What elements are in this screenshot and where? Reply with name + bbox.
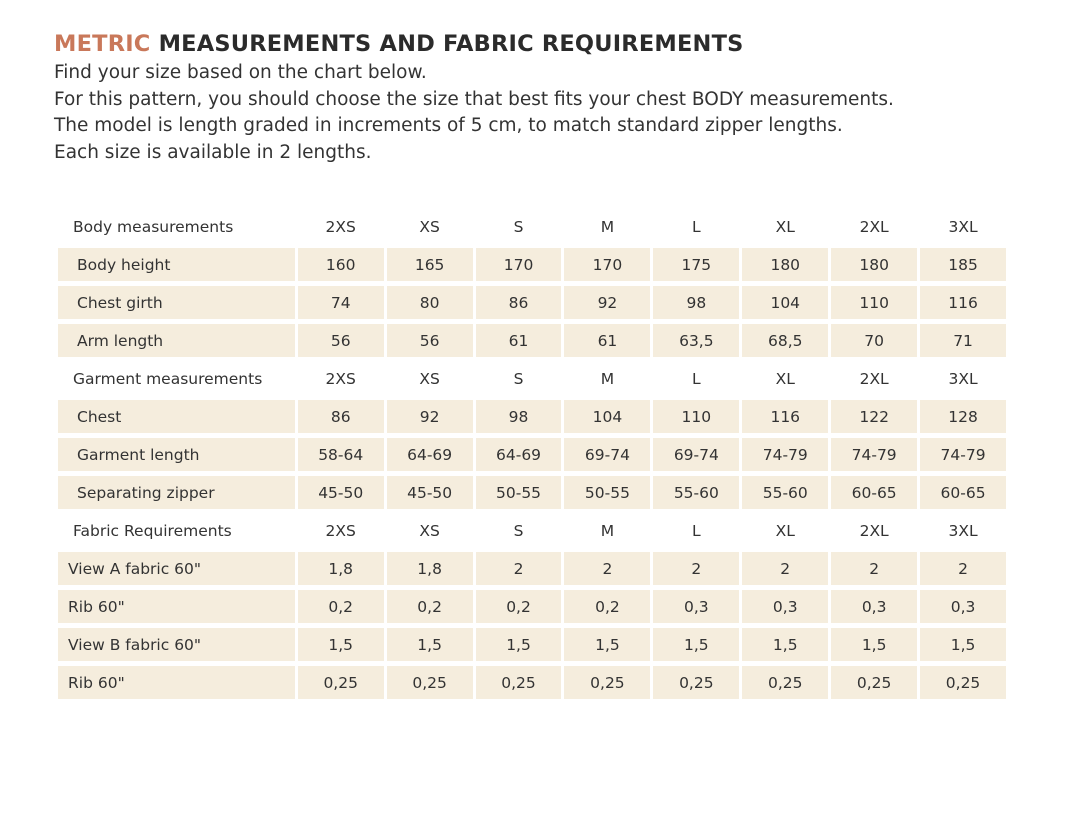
table-cell: 2 <box>920 552 1006 585</box>
size-header: 2XL <box>859 521 889 540</box>
section-header-row <box>58 362 1006 395</box>
table-cell: 0,25 <box>831 666 917 699</box>
table-cell: 116 <box>920 286 1006 319</box>
row-label: Separating zipper <box>58 476 295 509</box>
table-cell: 50-55 <box>476 476 562 509</box>
table-row <box>58 438 1006 471</box>
size-header: S <box>513 369 524 388</box>
table-cell: 0,25 <box>920 666 1006 699</box>
table-row <box>58 324 1006 357</box>
size-header: XL <box>775 217 795 236</box>
table-cell: 2 <box>831 552 917 585</box>
table-cell: 0,3 <box>742 590 828 623</box>
table-cell: 0,25 <box>742 666 828 699</box>
size-header: L <box>692 521 701 540</box>
table-cell: 1,5 <box>387 628 473 661</box>
table-cell: 2 <box>564 552 650 585</box>
table-cell: 60-65 <box>920 476 1006 509</box>
size-header: 2XL <box>859 369 889 388</box>
size-header: 2XL <box>859 217 889 236</box>
size-header: 3XL <box>948 217 978 236</box>
table-cell: 70 <box>831 324 917 357</box>
table-cell: 128 <box>920 400 1006 433</box>
table-cell: 74-79 <box>742 438 828 471</box>
size-header: L <box>692 217 701 236</box>
table-cell: 122 <box>831 400 917 433</box>
size-chart-table <box>58 210 1006 704</box>
table-row <box>58 248 1006 281</box>
table-row <box>58 590 1006 623</box>
intro-line: Find your size based on the chart below. <box>54 62 427 83</box>
table-cell: 58-64 <box>298 438 384 471</box>
table-row <box>58 400 1006 433</box>
table-cell: 61 <box>476 324 562 357</box>
size-header: S <box>513 521 524 540</box>
table-cell: 1,8 <box>387 552 473 585</box>
section-title: Body measurements <box>73 217 234 236</box>
table-row <box>58 628 1006 661</box>
size-header: 2XS <box>325 217 356 236</box>
table-cell: 56 <box>387 324 473 357</box>
table-cell: 64-69 <box>387 438 473 471</box>
table-cell: 60-65 <box>831 476 917 509</box>
size-header: 2XS <box>325 369 356 388</box>
table-cell: 0,25 <box>653 666 739 699</box>
table-cell: 104 <box>564 400 650 433</box>
table-cell: 104 <box>742 286 828 319</box>
table-cell: 69-74 <box>564 438 650 471</box>
table-cell: 92 <box>387 400 473 433</box>
table-cell: 1,5 <box>742 628 828 661</box>
table-cell: 0,3 <box>920 590 1006 623</box>
table-cell: 116 <box>742 400 828 433</box>
table-cell: 180 <box>742 248 828 281</box>
table-cell: 56 <box>298 324 384 357</box>
size-header: S <box>513 217 524 236</box>
table-cell: 98 <box>653 286 739 319</box>
table-cell: 1,5 <box>653 628 739 661</box>
intro-line: The model is length graded in increments of 5 cm, to match standard zipper lengths. <box>54 115 843 136</box>
table-cell: 92 <box>564 286 650 319</box>
table-cell: 0,25 <box>298 666 384 699</box>
table-cell: 0,3 <box>831 590 917 623</box>
table-cell: 80 <box>387 286 473 319</box>
table-cell: 1,8 <box>298 552 384 585</box>
intro-line: Each size is available in 2 lengths. <box>54 141 372 163</box>
size-header: 3XL <box>948 521 978 540</box>
table-cell: 50-55 <box>564 476 650 509</box>
table-cell: 86 <box>298 400 384 433</box>
section-title: Fabric Requirements <box>73 521 232 540</box>
table-cell: 74-79 <box>920 438 1006 471</box>
table-cell: 69-74 <box>653 438 739 471</box>
size-header: XL <box>775 369 795 388</box>
size-header: XL <box>775 521 795 540</box>
table-cell: 185 <box>920 248 1006 281</box>
section-title: Garment measurements <box>73 369 263 388</box>
table-cell: 0,25 <box>476 666 562 699</box>
size-header: L <box>692 369 701 388</box>
table-cell: 2 <box>742 552 828 585</box>
table-cell: 55-60 <box>742 476 828 509</box>
size-header: 2XS <box>325 521 356 540</box>
table-cell: 0,25 <box>387 666 473 699</box>
table-row <box>58 476 1006 509</box>
table-cell: 1,5 <box>831 628 917 661</box>
table-cell: 1,5 <box>920 628 1006 661</box>
table-cell: 61 <box>564 324 650 357</box>
table-cell: 64-69 <box>476 438 562 471</box>
page-title <box>54 31 744 57</box>
table-cell: 98 <box>476 400 562 433</box>
table-cell: 86 <box>476 286 562 319</box>
size-header: XS <box>419 521 440 540</box>
table-cell: 0,3 <box>653 590 739 623</box>
row-label: Garment length <box>58 438 295 471</box>
table-cell: 170 <box>564 248 650 281</box>
table-cell: 74 <box>298 286 384 319</box>
table-cell: 110 <box>831 286 917 319</box>
title-rest: MEASUREMENTS AND FABRIC REQUIREMENTS <box>150 31 744 57</box>
table-cell: 1,5 <box>564 628 650 661</box>
table-cell: 74-79 <box>831 438 917 471</box>
size-header: M <box>600 521 615 540</box>
table-cell: 0,2 <box>298 590 384 623</box>
table-cell: 68,5 <box>742 324 828 357</box>
table-cell: 63,5 <box>653 324 739 357</box>
row-label: Chest <box>58 400 295 433</box>
table-cell: 1,5 <box>298 628 384 661</box>
row-label: View A fabric 60" <box>58 552 295 585</box>
row-label: Body height <box>58 248 295 281</box>
size-header: 3XL <box>948 369 978 388</box>
section-header-row <box>58 210 1006 243</box>
table-cell: 0,2 <box>387 590 473 623</box>
table-row <box>58 666 1006 699</box>
title-accent: METRIC <box>54 31 151 57</box>
row-label: Rib 60" <box>58 590 295 623</box>
table-cell: 2 <box>653 552 739 585</box>
table-cell: 110 <box>653 400 739 433</box>
table-cell: 165 <box>387 248 473 281</box>
intro-text <box>54 60 894 166</box>
table-cell: 180 <box>831 248 917 281</box>
table-cell: 0,2 <box>564 590 650 623</box>
size-header: XS <box>419 217 440 236</box>
table-cell: 1,5 <box>476 628 562 661</box>
table-cell: 160 <box>298 248 384 281</box>
table-cell: 2 <box>476 552 562 585</box>
table-row <box>58 286 1006 319</box>
size-header: M <box>600 217 615 236</box>
table-row <box>58 552 1006 585</box>
size-header: XS <box>419 369 440 388</box>
table-cell: 170 <box>476 248 562 281</box>
table-cell: 0,25 <box>564 666 650 699</box>
row-label: Chest girth <box>58 286 295 319</box>
table-cell: 71 <box>920 324 1006 357</box>
row-label: View B fabric 60" <box>58 628 295 661</box>
table-cell: 45-50 <box>387 476 473 509</box>
table-cell: 55-60 <box>653 476 739 509</box>
row-label: Rib 60" <box>58 666 295 699</box>
intro-line: For this pattern, you should choose the size that best fits your chest BODY measurements. <box>54 88 894 110</box>
table-cell: 45-50 <box>298 476 384 509</box>
section-header-row <box>58 514 1006 547</box>
table-cell: 0,2 <box>476 590 562 623</box>
row-label: Arm length <box>58 324 295 357</box>
size-header: M <box>600 369 615 388</box>
table-cell: 175 <box>653 248 739 281</box>
